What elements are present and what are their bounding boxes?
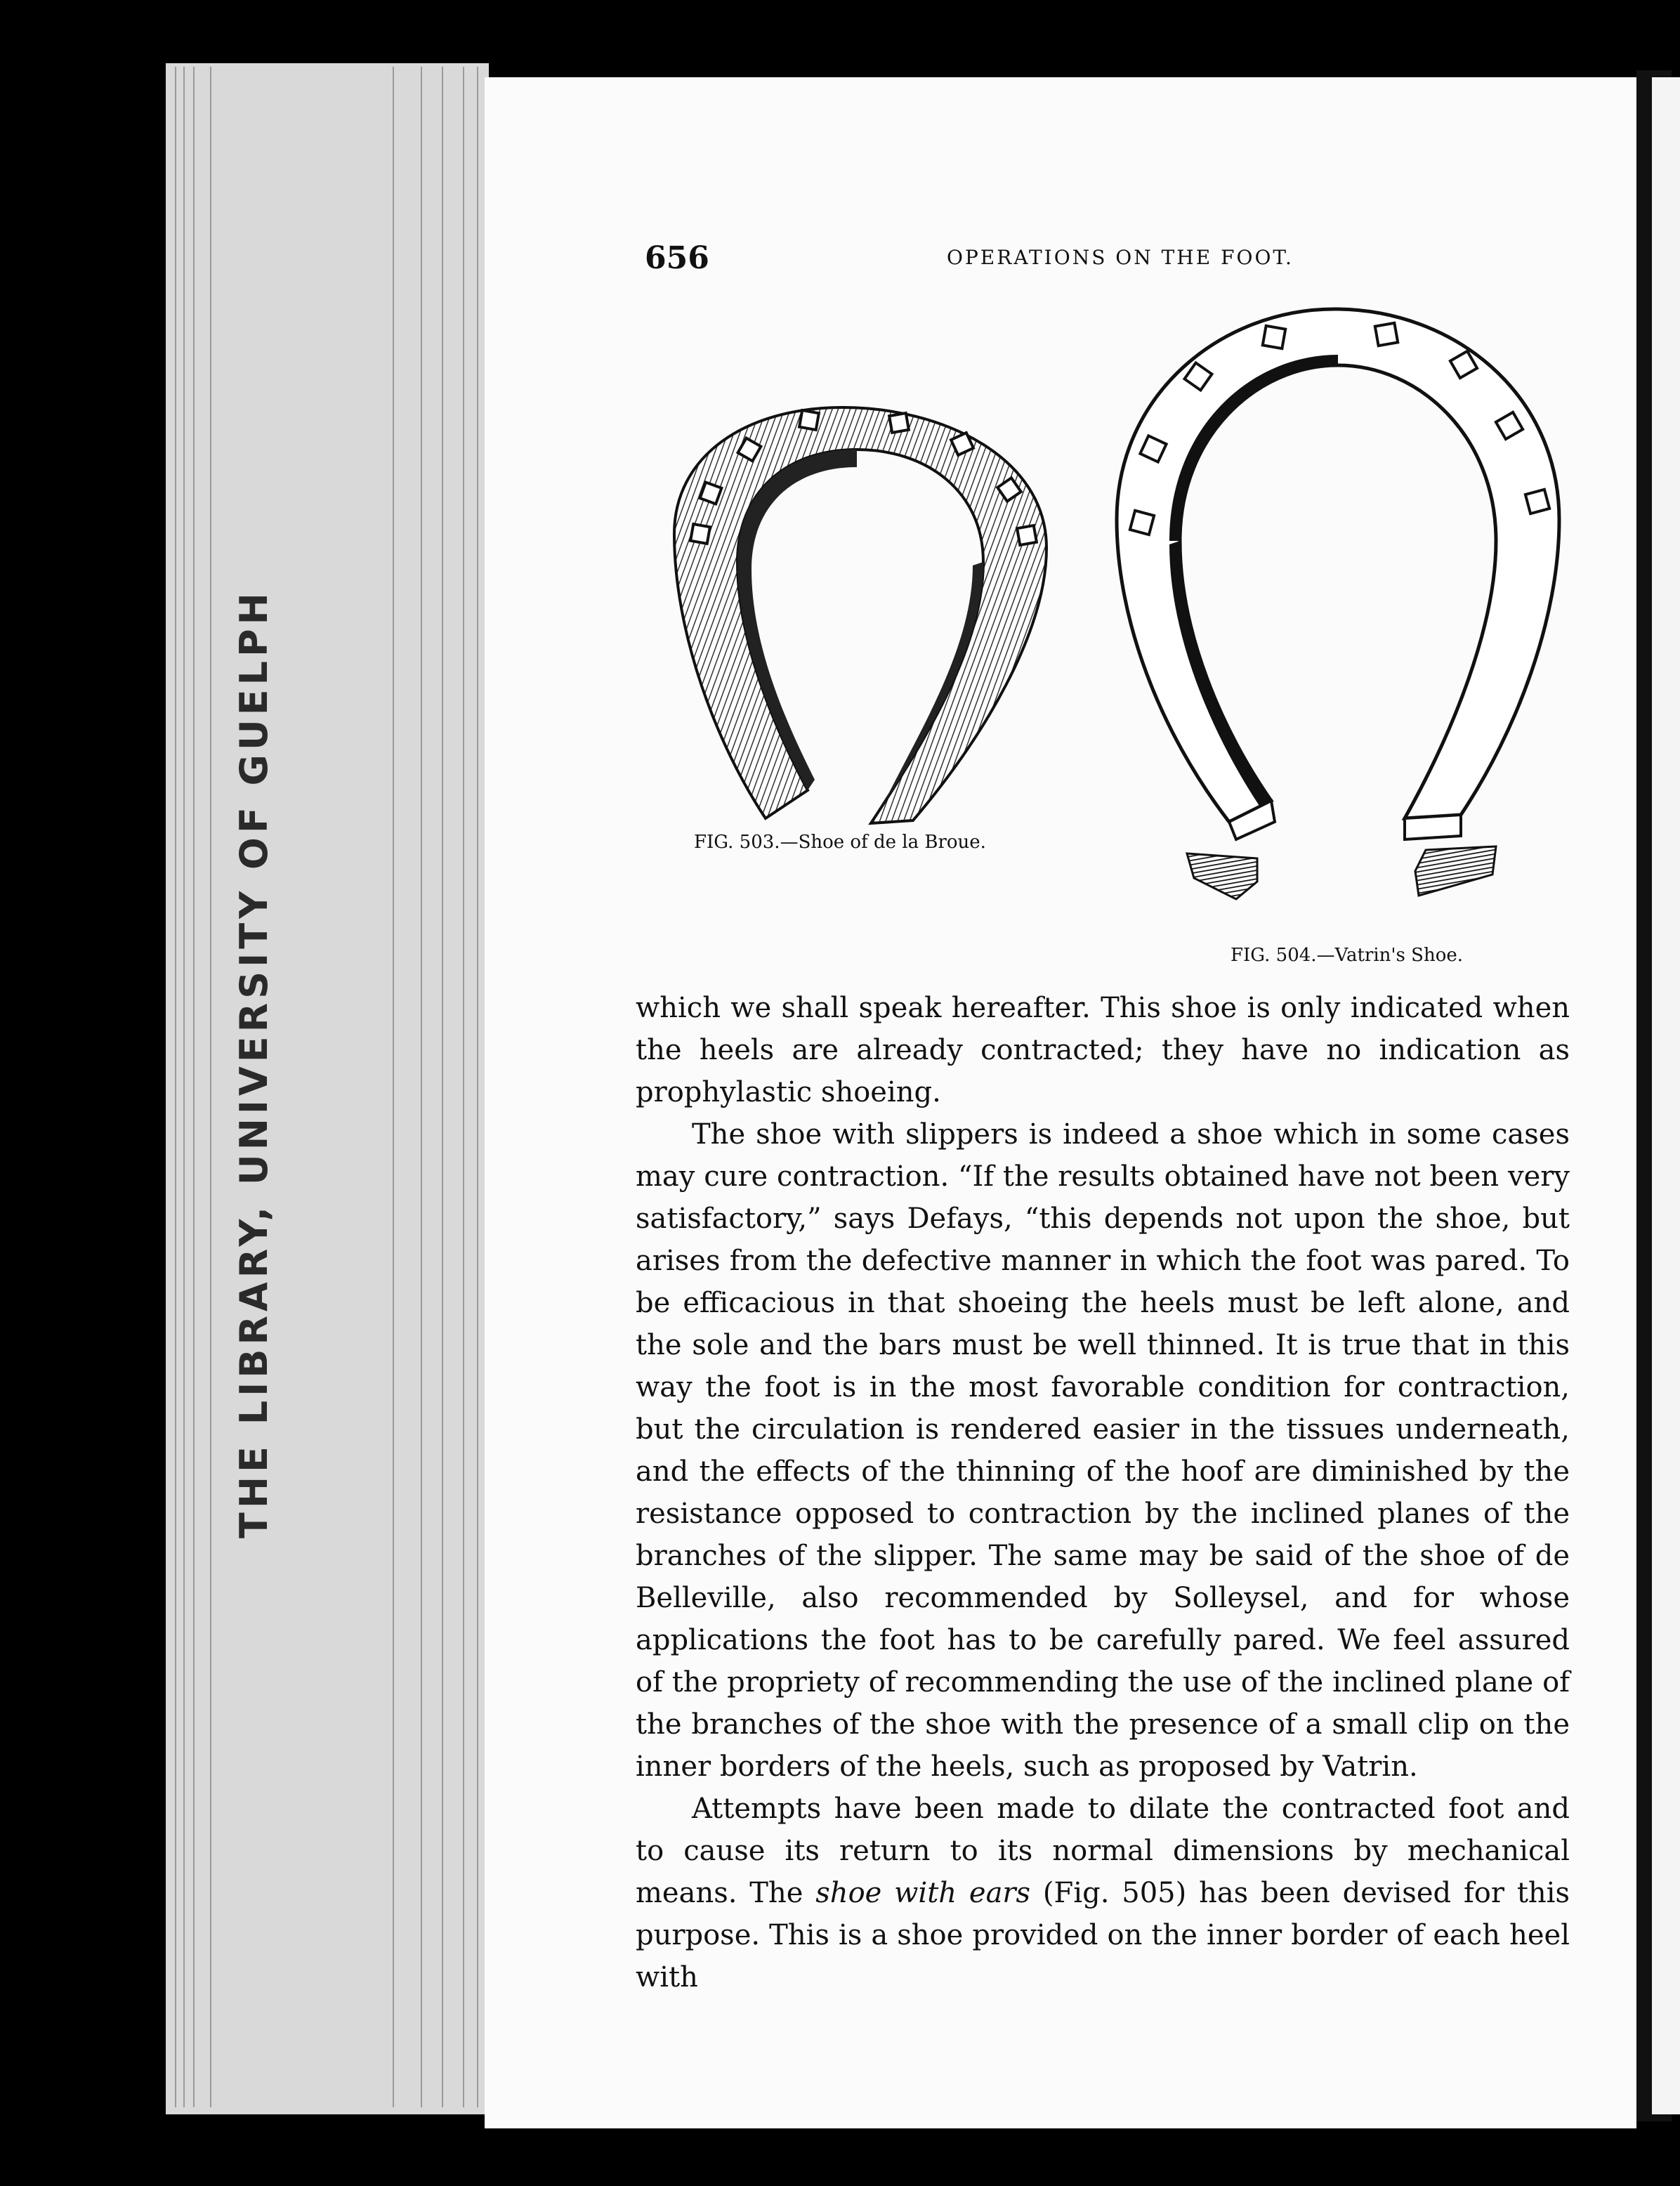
paragraph-2: The shoe with slippers is indeed a shoe which in some cases may cure contraction. “If the results obtained have not been very satisfactory,” says Defays, “this depends not upon the shoe, but arises from the defective manner in which the foot was pared. To be efficacious in that shoeing the heels must be left alone, and the sole and the bars must be well thinned. It is true that in this way the foot is in the most favorable condition for contraction, but the circulation is rendered easier in the tissues underneath, and the effects of the thinning of the hoof are diminished by the resistance opposed to contraction by the inclined planes of the branches of the slipper. The same may be said of the shoe of de Belleville, also recommended by Solleysel, and for whose applications the foot has to be carefully pared. We feel assured of the propriety of recommending the use of the inclined plane of the branches of the shoe with the presence of a small clip on the inner borders of the heels, such as proposed by Vatrin.	[636, 1118, 1570, 1783]
body-text	[636, 987, 1570, 1998]
paragraph-3	[636, 1788, 1570, 1998]
paragraph-1: which we shall speak hereafter. This shoe is only indicated when the heels are already contracted; they have no indication as prophylastic shoeing.	[636, 992, 1570, 1108]
page-number: 656	[645, 240, 709, 276]
running-title: OPERATIONS ON THE FOOT.	[947, 246, 1294, 269]
fig504-horseshoe	[1117, 309, 1559, 839]
shoe-with-ears-term: shoe with ears	[815, 1877, 1031, 1909]
fig503-caption: FIG. 503.—Shoe of de la Broue.	[694, 832, 986, 853]
fig504-heel-details	[1187, 846, 1496, 899]
fig503-horseshoe	[674, 407, 1046, 823]
fig504-caption: FIG. 504.—Vatrin's Shoe.	[1231, 945, 1464, 966]
library-stamp: THE LIBRARY, UNIVERSITY OF GUELPH	[232, 589, 276, 1538]
paragraph-3-end: (Fig. 505) has been devised for this purpose. This is a shoe provided on the inner border of each heel with	[636, 1877, 1570, 1994]
paragraph-3-start: Attempts have been made to dilate the contracted foot and to cause its return to its normal dimensions by mechanical means. The	[636, 1793, 1570, 1909]
